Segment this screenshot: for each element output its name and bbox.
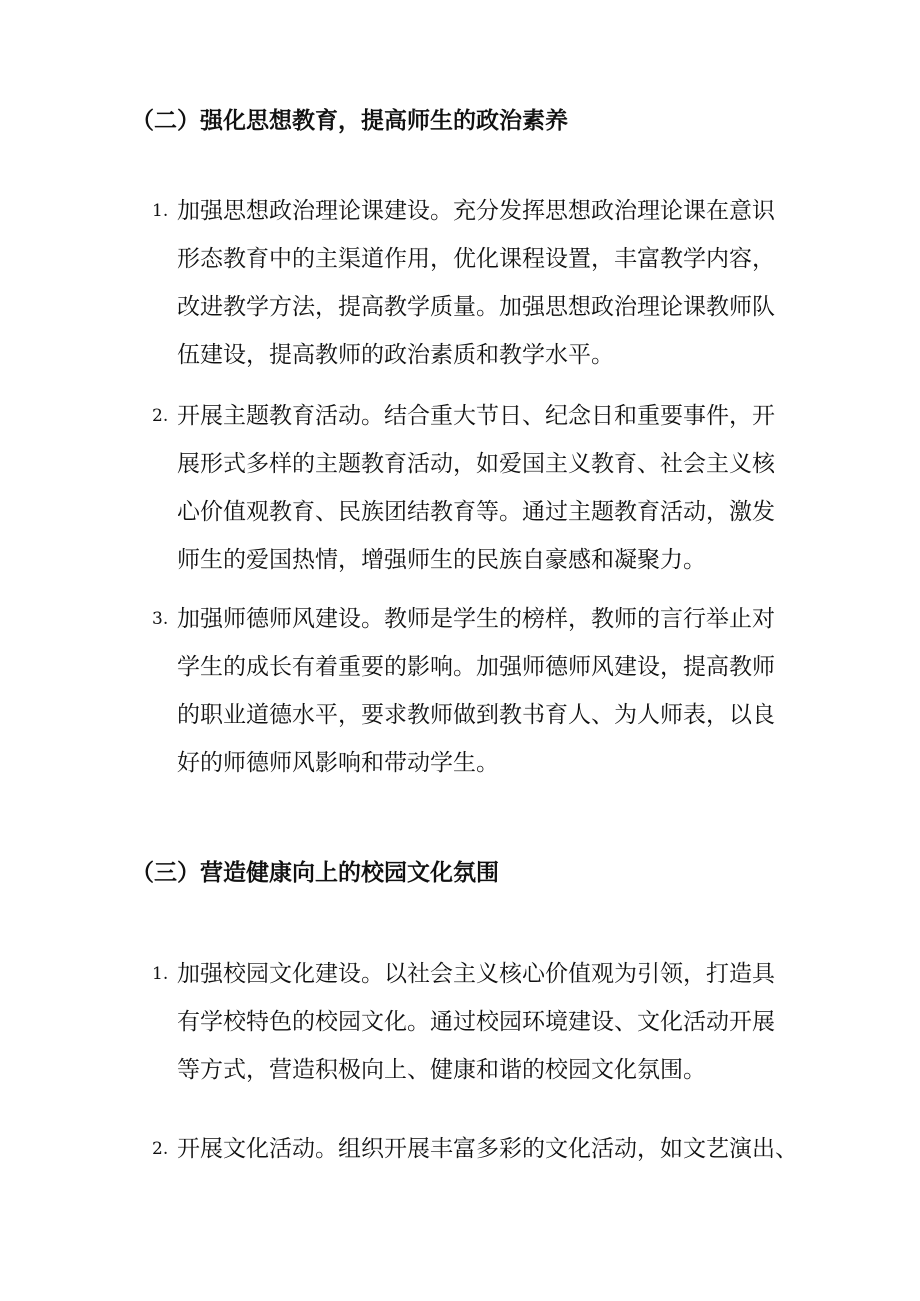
item-line: 伍建设，提高教师的政治素质和教学水平。 xyxy=(177,342,614,368)
section-heading-3: （三）营造健康向上的校园文化氛围 xyxy=(131,860,499,886)
list-item-2-2 xyxy=(131,392,796,584)
item-line: 等方式，营造积极向上、健康和谐的校园文化氛围。 xyxy=(177,1057,706,1083)
item-number: 1. xyxy=(152,964,169,984)
item-number: 3. xyxy=(152,609,169,629)
item-line: 好的师德师风影响和带动学生。 xyxy=(177,750,499,776)
item-line: 心价值观教育、民族团结教育等。通过主题教育活动，激发 xyxy=(177,499,775,525)
item-line: 学生的成长有着重要的影响。加强师德师风建设，提高教师 xyxy=(177,654,775,680)
item-line: 加强校园文化建设。以社会主义核心价值观为引领，打造具 xyxy=(177,961,775,987)
item-line: 加强思想政治理论课建设。充分发挥思想政治理论课在意识 xyxy=(177,198,775,224)
list-item-2-3 xyxy=(131,595,796,787)
item-line: 开展主题教育活动。结合重大节日、纪念日和重要事件，开 xyxy=(177,403,775,429)
item-line: 加强师德师风建设。教师是学生的榜样，教师的言行举止对 xyxy=(177,606,775,632)
item-number: 1. xyxy=(152,201,169,221)
item-line: 开展文化活动。组织开展丰富多彩的文化活动，如文艺演出、 xyxy=(177,1136,798,1162)
list-item-3-2 xyxy=(131,1125,796,1173)
item-line: 的职业道德水平，要求教师做到教书育人、为人师表，以良 xyxy=(177,702,775,728)
item-number: 2. xyxy=(152,1139,169,1159)
item-line: 改进教学方法，提高教学质量。加强思想政治理论课教师队 xyxy=(177,294,775,320)
item-number: 2. xyxy=(152,406,169,426)
item-line: 有学校特色的校园文化。通过校园环境建设、文化活动开展 xyxy=(177,1009,775,1035)
item-line: 展形式多样的主题教育活动，如爱国主义教育、社会主义核 xyxy=(177,451,775,477)
section-heading-2: （二）强化思想教育，提高师生的政治素养 xyxy=(131,108,568,134)
list-item-2-1 xyxy=(131,187,796,379)
list-item-3-1 xyxy=(131,950,796,1094)
item-line: 形态教育中的主渠道作用，优化课程设置，丰富教学内容， xyxy=(177,246,775,272)
item-line: 师生的爱国热情，增强师生的民族自豪感和凝聚力。 xyxy=(177,547,706,573)
